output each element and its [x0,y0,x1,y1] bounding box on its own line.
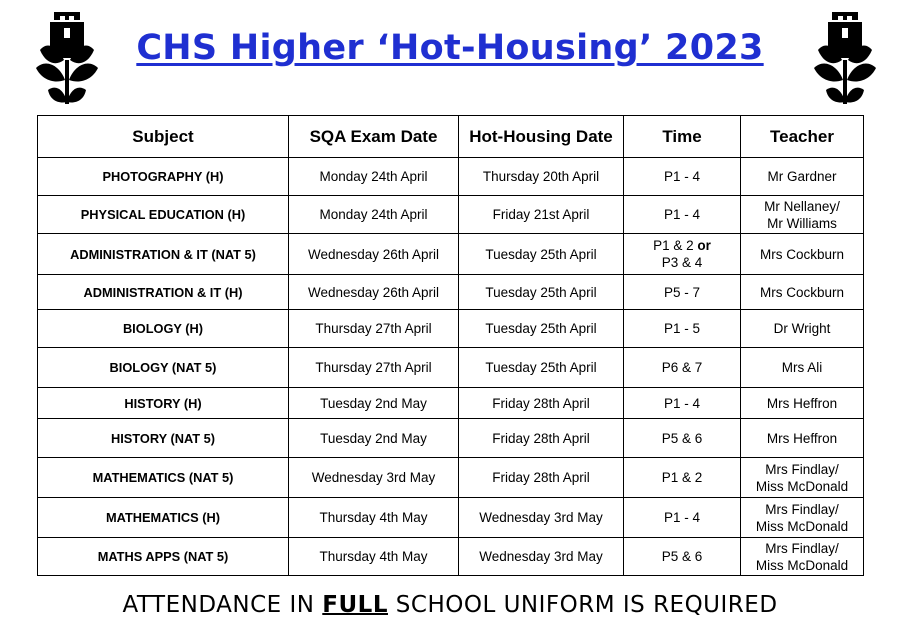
hothousing-date-cell: Friday 21st April [459,196,624,234]
table-row [38,458,864,498]
hothousing-date-cell: Tuesday 25th April [459,348,624,388]
teacher-name: Mrs Ali [781,360,823,375]
subject-cell: MATHEMATICS (NAT 5) [38,458,289,498]
exam-date-cell: Monday 24th April [289,158,459,196]
table-row [38,310,864,348]
teacher-cell [741,310,864,348]
teacher-name: Miss McDonald [755,478,849,494]
page-title-text: CHS Higher ‘Hot-Housing’ 2023 [136,28,764,68]
time-cell [624,234,741,275]
teacher-name: Miss McDonald [755,518,849,534]
hothousing-date-cell: Friday 28th April [459,419,624,458]
notice-text-start: ATTENDANCE IN [122,592,323,618]
teacher-name: Mrs Cockburn [759,246,845,262]
table-row [38,234,864,275]
subject-cell: ADMINISTRATION & IT (NAT 5) [38,234,289,275]
time-cell: P1 - 4 [624,388,741,419]
table-row [38,158,864,196]
teacher-cell [741,388,864,419]
header-subject: Subject [38,116,289,158]
subject-cell: PHOTOGRAPHY (H) [38,158,289,196]
teacher-cell [741,196,864,234]
teacher-cell [741,348,864,388]
table-row [38,348,864,388]
exam-date-cell: Tuesday 2nd May [289,388,459,419]
subject-cell: HISTORY (NAT 5) [38,419,289,458]
table-row [38,538,864,576]
table-row [38,419,864,458]
exam-date-cell: Wednesday 3rd May [289,458,459,498]
teacher-name: Mrs Findlay/ [765,540,839,556]
teacher-name: Mrs Findlay/ [765,461,839,477]
subject-cell: BIOLOGY (H) [38,310,289,348]
time-cell: P1 - 5 [624,310,741,348]
teacher-cell [741,458,864,498]
header-time: Time [624,116,741,158]
header-hothousing-date: Hot-Housing Date [459,116,624,158]
teacher-cell [741,158,864,196]
subject-cell: PHYSICAL EDUCATION (H) [38,196,289,234]
teacher-cell [741,538,864,576]
table-row [38,196,864,234]
table-row [38,498,864,538]
exam-date-cell: Wednesday 26th April [289,275,459,310]
exam-date-cell: Thursday 27th April [289,310,459,348]
time-part: P3 & 4 [661,255,703,270]
teacher-name: Mrs Cockburn [759,284,845,300]
exam-date-cell: Wednesday 26th April [289,234,459,275]
time-cell: P1 - 4 [624,158,741,196]
teacher-cell [741,275,864,310]
table-row [38,275,864,310]
teacher-name: Mr Williams [767,215,837,231]
schedule-table [37,115,864,576]
time-cell: P5 & 6 [624,419,741,458]
exam-date-cell: Thursday 27th April [289,348,459,388]
teacher-cell [741,498,864,538]
uniform-notice [0,592,900,618]
table-row [38,388,864,419]
teacher-name: Mr Gardner [767,169,837,184]
header-teacher: Teacher [741,116,864,158]
teacher-name: Mr Nellaney/ [764,198,840,214]
page-title [0,28,900,68]
hothousing-date-cell: Friday 28th April [459,458,624,498]
table-header-row [38,116,864,158]
hothousing-date-cell: Thursday 20th April [459,158,624,196]
time-cell: P5 - 7 [624,275,741,310]
time-cell: P1 - 4 [624,196,741,234]
teacher-name: Mrs Heffron [766,430,838,446]
notice-emphasis: FULL [322,592,388,618]
teacher-cell [741,234,864,275]
exam-date-cell: Thursday 4th May [289,498,459,538]
subject-cell: MATHEMATICS (H) [38,498,289,538]
subject-cell: MATHS APPS (NAT 5) [38,538,289,576]
subject-cell: HISTORY (H) [38,388,289,419]
hothousing-date-cell: Tuesday 25th April [459,275,624,310]
teacher-name: Miss McDonald [755,557,849,573]
hothousing-date-cell: Tuesday 25th April [459,234,624,275]
hothousing-date-cell: Tuesday 25th April [459,310,624,348]
subject-cell: ADMINISTRATION & IT (H) [38,275,289,310]
exam-date-cell: Tuesday 2nd May [289,419,459,458]
teacher-cell [741,419,864,458]
hothousing-date-cell: Wednesday 3rd May [459,498,624,538]
notice-text-end: SCHOOL UNIFORM IS REQUIRED [387,592,778,618]
hothousing-date-cell: Friday 28th April [459,388,624,419]
header-exam-date: SQA Exam Date [289,116,459,158]
hothousing-date-cell: Wednesday 3rd May [459,538,624,576]
time-cell: P1 & 2 [624,458,741,498]
exam-date-cell: Monday 24th April [289,196,459,234]
time-or-word: or [697,238,711,253]
table-body [38,158,864,576]
time-cell: P1 - 4 [624,498,741,538]
time-part: P1 & 2 [653,238,698,253]
time-cell: P6 & 7 [624,348,741,388]
time-cell: P5 & 6 [624,538,741,576]
teacher-name: Mrs Findlay/ [765,501,839,517]
teacher-name: Dr Wright [773,321,831,336]
teacher-name: Mrs Heffron [766,395,838,411]
exam-date-cell: Thursday 4th May [289,538,459,576]
subject-cell: BIOLOGY (NAT 5) [38,348,289,388]
